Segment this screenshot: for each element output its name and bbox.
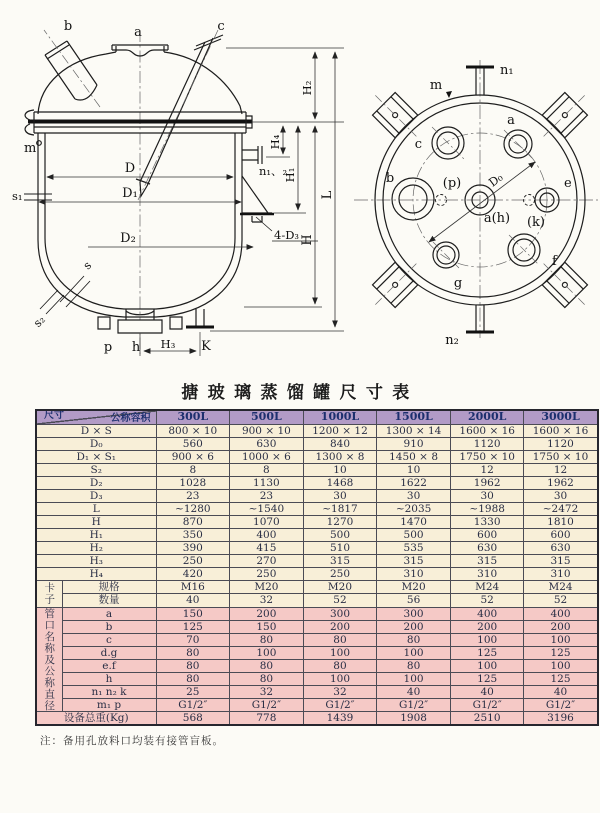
row-label: D₂ xyxy=(36,476,156,489)
value-cell: 40 xyxy=(377,685,451,698)
row-label: n₁ n₂ k xyxy=(62,685,156,698)
value-cell: 510 xyxy=(303,542,377,555)
value-cell: 300 xyxy=(377,607,451,620)
label-nozzle-n12: n₁、₂ xyxy=(259,164,288,178)
value-cell: 200 xyxy=(524,620,598,633)
table-row xyxy=(36,685,598,698)
value-cell: 25 xyxy=(156,685,230,698)
value-cell: 100 xyxy=(303,672,377,685)
label-D0: D₀ xyxy=(485,170,506,190)
value-cell: 1750 × 10 xyxy=(450,450,524,463)
value-cell: 30 xyxy=(377,489,451,502)
total-weight-label: 设备总重(Kg) xyxy=(36,712,156,726)
value-cell: 80 xyxy=(377,633,451,646)
value-cell: 315 xyxy=(450,555,524,568)
value-cell: 600 xyxy=(450,529,524,542)
value-cell: 125 xyxy=(156,620,230,633)
value-cell: 80 xyxy=(156,672,230,685)
value-cell: 535 xyxy=(377,542,451,555)
label-e-top: e xyxy=(564,176,572,191)
label-K: K xyxy=(201,339,211,354)
value-cell: 270 xyxy=(230,555,304,568)
value-cell: 600 xyxy=(524,529,598,542)
value-cell: 80 xyxy=(230,672,304,685)
table-row xyxy=(36,529,598,542)
row-label: H₄ xyxy=(36,568,156,581)
value-cell: 100 xyxy=(524,659,598,672)
label-k-top: (k) xyxy=(526,215,546,230)
value-cell: 310 xyxy=(450,568,524,581)
value-cell: M16 xyxy=(156,581,230,594)
value-cell: 900 × 10 xyxy=(230,424,304,437)
table-row xyxy=(36,672,598,685)
value-cell: 32 xyxy=(303,685,377,698)
value-cell: 125 xyxy=(450,672,524,685)
table-row xyxy=(36,659,598,672)
column-header: 1500L xyxy=(377,410,451,424)
table-row xyxy=(36,698,598,711)
row-label: D₀ xyxy=(36,437,156,450)
value-cell: G1/2″ xyxy=(303,698,377,711)
value-cell: M20 xyxy=(377,581,451,594)
value-cell: 415 xyxy=(230,542,304,555)
value-cell: 250 xyxy=(156,555,230,568)
value-cell: 1000 × 6 xyxy=(230,450,304,463)
footnote: 注：备用孔放料口均装有接管盲板。 xyxy=(40,735,224,748)
value-cell: 1908 xyxy=(377,712,451,726)
value-cell: ~2472 xyxy=(524,503,598,516)
value-cell: 80 xyxy=(303,659,377,672)
label-4-D3: 4-D₃ xyxy=(274,228,300,242)
value-cell: 1270 xyxy=(303,516,377,529)
label-dim-D2: D₂ xyxy=(120,231,136,246)
label-m: m xyxy=(24,141,37,156)
row-label: H xyxy=(36,516,156,529)
row-label: D₁ × S₁ xyxy=(36,450,156,463)
value-cell: 315 xyxy=(303,555,377,568)
value-cell: 80 xyxy=(377,659,451,672)
value-cell: 1600 × 16 xyxy=(450,424,524,437)
row-label: 规格 xyxy=(62,581,156,594)
label-nozzle-c: c xyxy=(217,19,225,34)
label-dim-H3: H₃ xyxy=(160,337,176,351)
value-cell: 390 xyxy=(156,542,230,555)
header-row xyxy=(36,410,598,424)
label-h: h xyxy=(131,340,141,355)
technical-drawings xyxy=(0,0,600,372)
value-cell: 8 xyxy=(230,463,304,476)
value-cell: 80 xyxy=(230,659,304,672)
column-header: 1000L xyxy=(303,410,377,424)
value-cell: 300 xyxy=(303,607,377,620)
table-row xyxy=(36,424,598,437)
value-cell: ~1988 xyxy=(450,503,524,516)
value-cell: 1120 xyxy=(524,437,598,450)
row-label: D × S xyxy=(36,424,156,437)
value-cell: ~2035 xyxy=(377,503,451,516)
value-cell: 80 xyxy=(230,633,304,646)
value-cell: G1/2″ xyxy=(524,698,598,711)
row-label: H₁ xyxy=(36,529,156,542)
column-header: 300L xyxy=(156,410,230,424)
value-cell: 80 xyxy=(156,659,230,672)
value-cell: 630 xyxy=(230,437,304,450)
value-cell: 150 xyxy=(230,620,304,633)
label-f-top: f xyxy=(552,254,557,269)
table-row xyxy=(36,594,598,607)
value-cell: 100 xyxy=(377,646,451,659)
label-dim-s1: s₁ xyxy=(12,189,23,203)
table-row xyxy=(36,712,598,726)
value-cell: 8 xyxy=(156,463,230,476)
value-cell: 30 xyxy=(303,489,377,502)
label-n2: n₂ xyxy=(445,333,459,348)
column-header: 3000L xyxy=(524,410,598,424)
value-cell: G1/2″ xyxy=(156,698,230,711)
value-cell: 200 xyxy=(230,607,304,620)
value-cell: 840 xyxy=(303,437,377,450)
value-cell: 420 xyxy=(156,568,230,581)
value-cell: 1468 xyxy=(303,476,377,489)
column-header: 2000L xyxy=(450,410,524,424)
value-cell: 900 × 6 xyxy=(156,450,230,463)
value-cell: 70 xyxy=(156,633,230,646)
group-label: 管口名称及公称直径 xyxy=(36,607,62,712)
label-dim-s: s xyxy=(80,258,95,273)
value-cell: 2510 xyxy=(450,712,524,726)
label-n1: n₁ xyxy=(500,63,514,78)
table-row xyxy=(36,437,598,450)
table-row xyxy=(36,555,598,568)
table-row xyxy=(36,489,598,502)
value-cell: 1439 xyxy=(303,712,377,726)
value-cell: 1070 xyxy=(230,516,304,529)
value-cell: 32 xyxy=(230,685,304,698)
value-cell: ~1817 xyxy=(303,503,377,516)
value-cell: G1/2″ xyxy=(450,698,524,711)
label-nozzle-a: a xyxy=(134,25,142,40)
value-cell: 910 xyxy=(377,437,451,450)
value-cell: 1600 × 16 xyxy=(524,424,598,437)
table-row xyxy=(36,542,598,555)
corner-bottom-label: 尺寸 xyxy=(44,410,64,422)
value-cell: 3196 xyxy=(524,712,598,726)
value-cell: G1/2″ xyxy=(230,698,304,711)
value-cell: 1810 xyxy=(524,516,598,529)
value-cell: 100 xyxy=(524,633,598,646)
value-cell: 1330 xyxy=(450,516,524,529)
value-cell: 1028 xyxy=(156,476,230,489)
value-cell: M20 xyxy=(303,581,377,594)
table-row xyxy=(36,607,598,620)
label-dim-L: L xyxy=(320,190,335,200)
value-cell: 125 xyxy=(524,646,598,659)
value-cell: 200 xyxy=(450,620,524,633)
value-cell: M24 xyxy=(450,581,524,594)
value-cell: 80 xyxy=(156,646,230,659)
value-cell: 40 xyxy=(156,594,230,607)
table-row xyxy=(36,633,598,646)
row-label: d.g xyxy=(62,646,156,659)
value-cell: 125 xyxy=(524,672,598,685)
value-cell: 630 xyxy=(450,542,524,555)
row-label: e.f xyxy=(62,659,156,672)
value-cell: 800 × 10 xyxy=(156,424,230,437)
value-cell: 100 xyxy=(303,646,377,659)
value-cell: 32 xyxy=(230,594,304,607)
value-cell: 400 xyxy=(450,607,524,620)
value-cell: 778 xyxy=(230,712,304,726)
table-row xyxy=(36,620,598,633)
value-cell: 56 xyxy=(377,594,451,607)
value-cell: 150 xyxy=(156,607,230,620)
value-cell: 560 xyxy=(156,437,230,450)
column-header: 500L xyxy=(230,410,304,424)
row-label: 数量 xyxy=(62,594,156,607)
table-row xyxy=(36,568,598,581)
value-cell: 1120 xyxy=(450,437,524,450)
table-row xyxy=(36,581,598,594)
value-cell: 1300 × 8 xyxy=(303,450,377,463)
value-cell: 30 xyxy=(450,489,524,502)
value-cell: 10 xyxy=(303,463,377,476)
value-cell: 630 xyxy=(524,542,598,555)
value-cell: M24 xyxy=(524,581,598,594)
table-row xyxy=(36,503,598,516)
value-cell: 125 xyxy=(450,646,524,659)
value-cell: 315 xyxy=(377,555,451,568)
label-dim-D: D xyxy=(124,161,136,176)
value-cell: 200 xyxy=(377,620,451,633)
table-row xyxy=(36,516,598,529)
label-c-top: c xyxy=(414,137,422,152)
label-dim-H1: H₁ xyxy=(283,167,297,183)
label-dim-s2: s₂ xyxy=(30,312,48,330)
value-cell: G1/2″ xyxy=(377,698,451,711)
value-cell: 1450 × 8 xyxy=(377,450,451,463)
value-cell: 30 xyxy=(524,489,598,502)
value-cell: 40 xyxy=(450,685,524,698)
value-cell: 500 xyxy=(303,529,377,542)
page-title: 搪玻璃蒸馏罐尺寸表 xyxy=(181,383,419,403)
group-label: 卡子 xyxy=(36,581,62,607)
row-label: D₃ xyxy=(36,489,156,502)
row-label: c xyxy=(62,633,156,646)
table-row xyxy=(36,450,598,463)
value-cell: 310 xyxy=(377,568,451,581)
value-cell: 1200 × 12 xyxy=(303,424,377,437)
value-cell: 400 xyxy=(230,529,304,542)
value-cell: 1962 xyxy=(524,476,598,489)
value-cell: 1300 × 14 xyxy=(377,424,451,437)
value-cell: 52 xyxy=(303,594,377,607)
value-cell: 12 xyxy=(450,463,524,476)
value-cell: 80 xyxy=(303,633,377,646)
value-cell: 1622 xyxy=(377,476,451,489)
value-cell: 250 xyxy=(230,568,304,581)
value-cell: ~1280 xyxy=(156,503,230,516)
label-g-top: g xyxy=(453,276,463,291)
label-m-top: m xyxy=(429,78,443,93)
label-dim-H4: H₄ xyxy=(268,134,282,150)
value-cell: ~1540 xyxy=(230,503,304,516)
value-cell: 310 xyxy=(524,568,598,581)
row-label: S₂ xyxy=(36,463,156,476)
label-dim-H: H xyxy=(300,234,315,246)
value-cell: 400 xyxy=(524,607,598,620)
table-row xyxy=(36,646,598,659)
value-cell: 1750 × 10 xyxy=(524,450,598,463)
value-cell: 23 xyxy=(156,489,230,502)
value-cell: 1470 xyxy=(377,516,451,529)
row-label: m₁ p xyxy=(62,698,156,711)
row-label: a xyxy=(62,607,156,620)
row-label: b xyxy=(62,620,156,633)
label-ah-top: a(h) xyxy=(483,211,511,226)
value-cell: 1962 xyxy=(450,476,524,489)
value-cell: 200 xyxy=(303,620,377,633)
value-cell: 568 xyxy=(156,712,230,726)
value-cell: 23 xyxy=(230,489,304,502)
table-row xyxy=(36,476,598,489)
corner-top-label: 公称容积 xyxy=(110,413,151,424)
label-a-top: a xyxy=(507,113,515,128)
spec-table xyxy=(35,409,599,726)
top-view-drawing xyxy=(354,60,598,348)
value-cell: 52 xyxy=(450,594,524,607)
value-cell: 40 xyxy=(524,685,598,698)
value-cell: 315 xyxy=(524,555,598,568)
row-label: h xyxy=(62,672,156,685)
value-cell: 350 xyxy=(156,529,230,542)
label-dim-H2: H₂ xyxy=(300,80,314,96)
value-cell: 100 xyxy=(230,646,304,659)
row-label: H₃ xyxy=(36,555,156,568)
table-row xyxy=(36,463,598,476)
value-cell: 10 xyxy=(377,463,451,476)
label-p-top: (p) xyxy=(442,176,462,191)
value-cell: 12 xyxy=(524,463,598,476)
value-cell: 1130 xyxy=(230,476,304,489)
label-nozzle-b: b xyxy=(63,19,73,34)
value-cell: 100 xyxy=(377,672,451,685)
value-cell: M20 xyxy=(230,581,304,594)
row-label: H₂ xyxy=(36,542,156,555)
label-b-top: b xyxy=(385,171,395,186)
label-dim-D1: D₁ xyxy=(122,186,138,201)
value-cell: 500 xyxy=(377,529,451,542)
row-label: L xyxy=(36,503,156,516)
side-view-drawing xyxy=(12,19,344,356)
label-p: p xyxy=(103,340,113,355)
value-cell: 250 xyxy=(303,568,377,581)
value-cell: 52 xyxy=(524,594,598,607)
value-cell: 100 xyxy=(450,633,524,646)
corner-cell xyxy=(36,410,156,424)
value-cell: 870 xyxy=(156,516,230,529)
value-cell: 100 xyxy=(450,659,524,672)
